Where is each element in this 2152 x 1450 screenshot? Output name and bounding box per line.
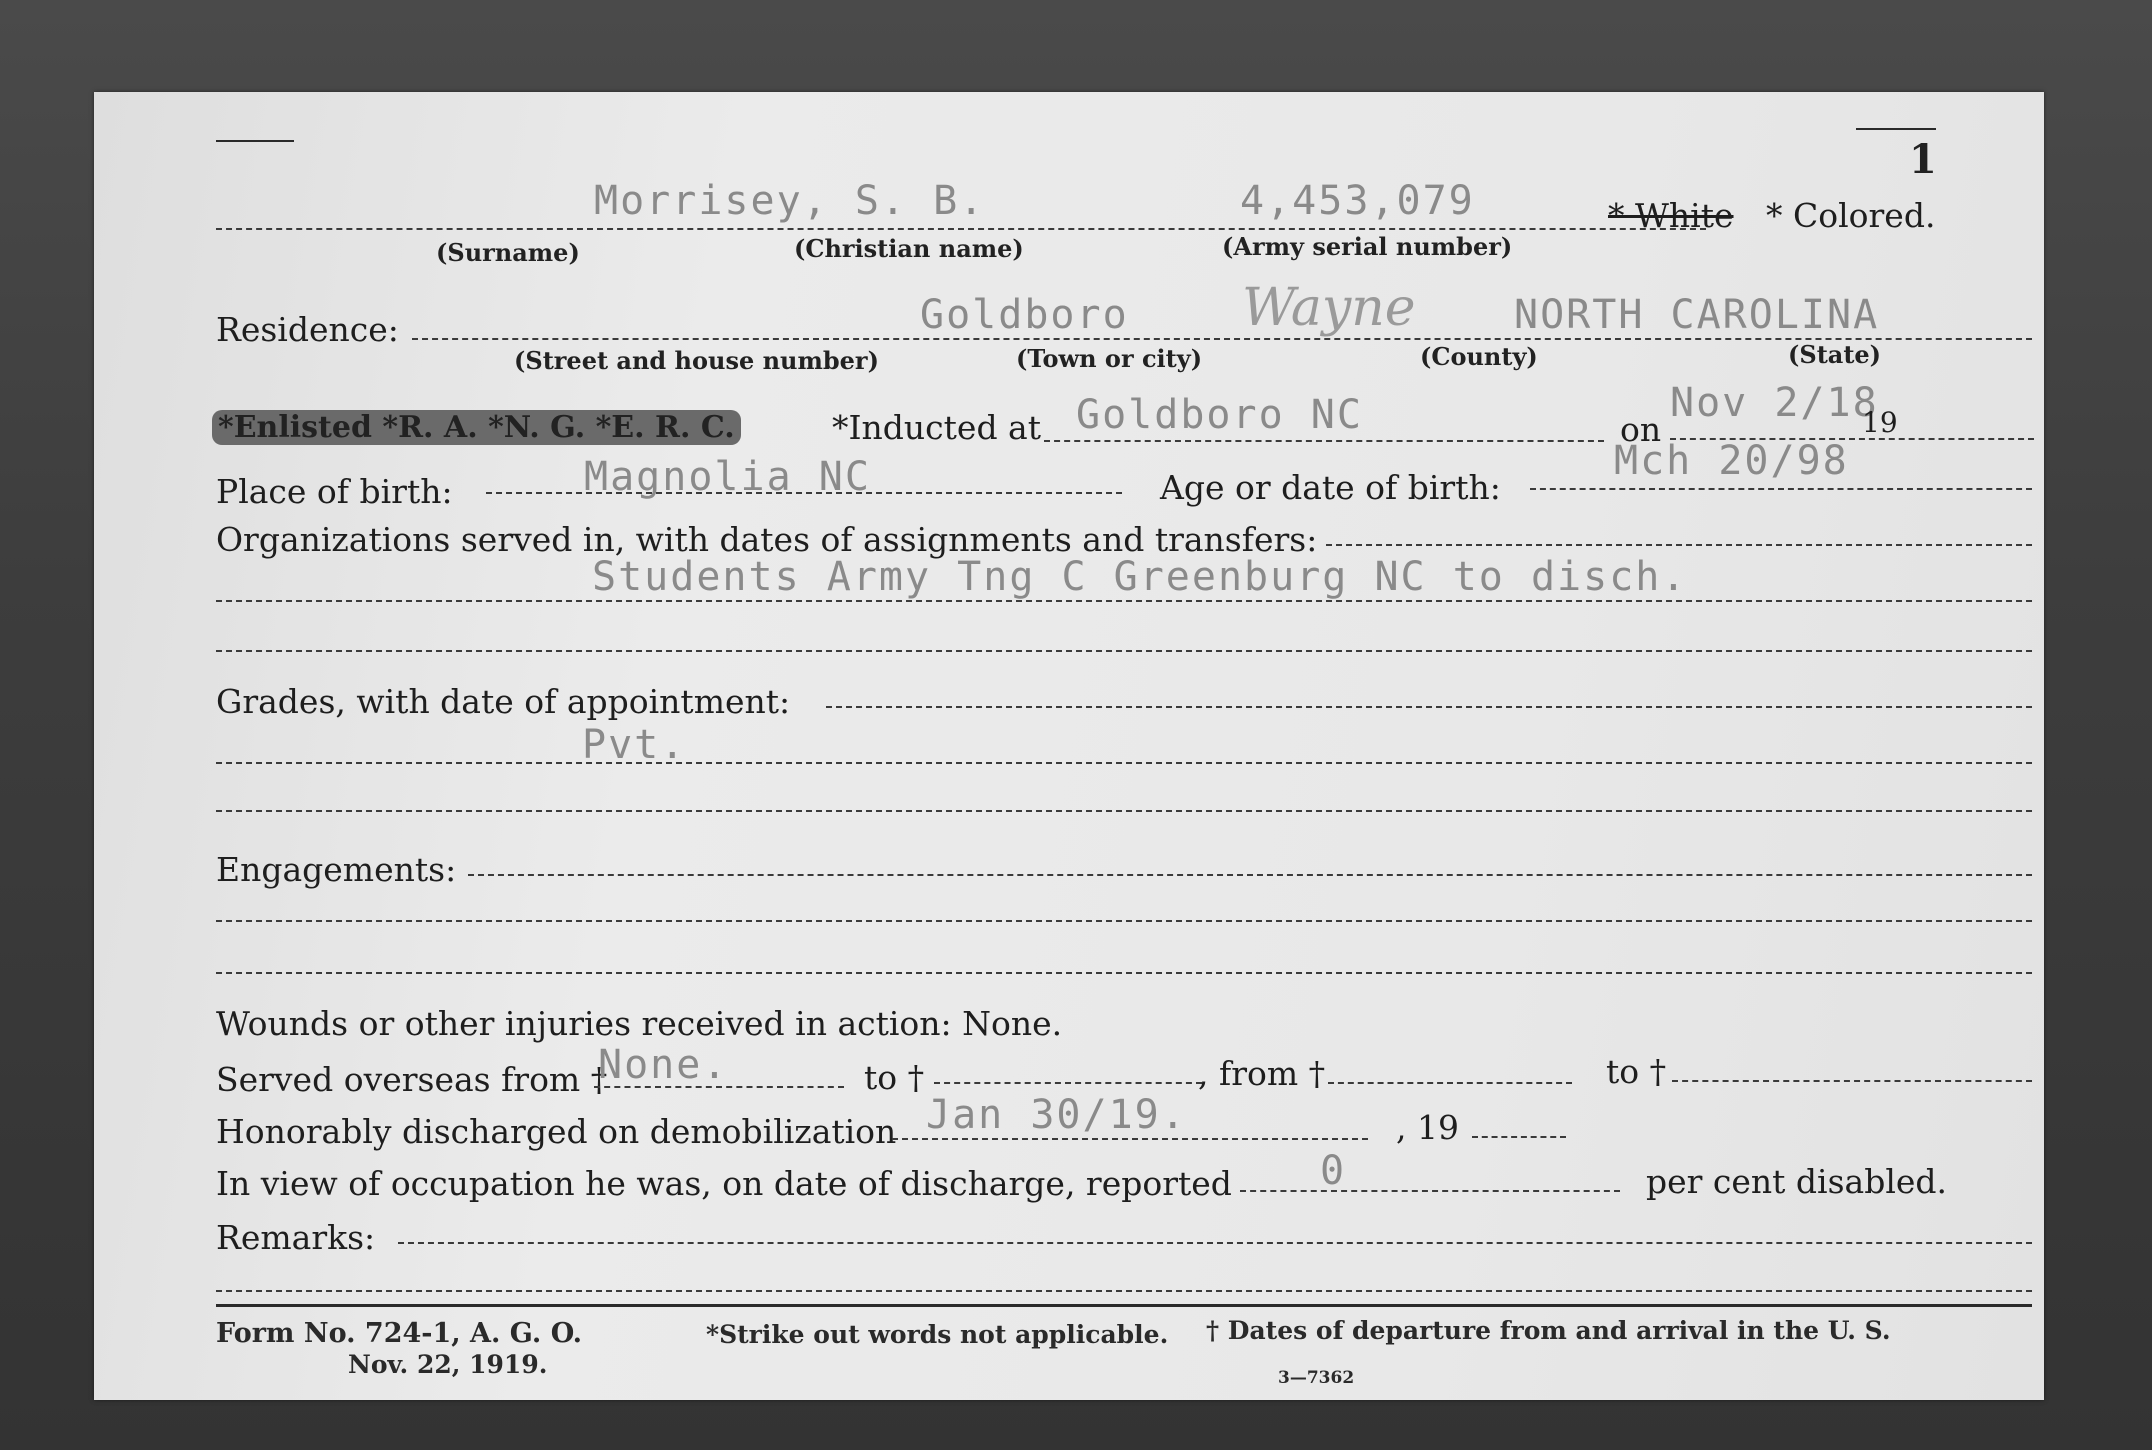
engagements-label: Engagements: — [216, 850, 457, 889]
remarks-line-1 — [398, 1242, 2032, 1244]
inducted-place: Goldboro NC — [1076, 392, 1363, 438]
residence-town: Goldboro — [920, 292, 1129, 338]
residence-state: NORTH CAROLINA — [1514, 292, 1880, 338]
footer-rule — [216, 1304, 2032, 1307]
discharge-line — [892, 1138, 1368, 1140]
print-code: 3—7362 — [1278, 1368, 1355, 1388]
caption-christian-name: (Christian name) — [794, 234, 1024, 263]
discharge-date: Jan 30/19. — [926, 1092, 1187, 1138]
grades-line-3 — [216, 810, 2032, 812]
overseas-from-value: None. — [598, 1042, 729, 1088]
corner-rule-right — [1856, 128, 1936, 130]
overseas-from2-line — [1328, 1082, 1572, 1084]
overseas-to-label: to † — [864, 1058, 925, 1097]
overseas-from-line — [594, 1086, 844, 1088]
residence-label: Residence: — [216, 310, 399, 349]
wounds-label: Wounds or other injuries received in action: None. — [216, 1004, 1063, 1043]
birth-date: Mch 20/98 — [1614, 438, 1849, 484]
disability-line — [1240, 1190, 1620, 1192]
race-white: * White — [1608, 196, 1734, 235]
engagements-line-3 — [216, 972, 2032, 974]
organizations-line-1 — [1326, 544, 2032, 546]
organizations-label: Organizations served in, with dates of assignments and transfers: — [216, 520, 1318, 559]
disability-value: 0 — [1320, 1148, 1347, 1194]
organizations-line-2 — [216, 600, 2032, 602]
strike-note: *Strike out words not applicable. — [706, 1320, 1169, 1349]
engagements-line-2 — [216, 920, 2032, 922]
caption-town: (Town or city) — [1016, 344, 1203, 373]
race-colored: * Colored. — [1766, 196, 1936, 235]
grades-line-2 — [216, 762, 2032, 764]
service-record-card — [94, 92, 2044, 1400]
birth-place-line — [486, 492, 1122, 494]
grades-label: Grades, with date of appointment: — [216, 682, 791, 721]
caption-state: (State) — [1788, 340, 1882, 369]
discharge-year-line — [1472, 1136, 1566, 1138]
birth-date-label: Age or date of birth: — [1160, 468, 1501, 507]
organizations-value: Students Army Tng C Greenburg NC to disch. — [592, 554, 1688, 600]
dates-note: † Dates of departure from and arrival in the U. S. — [1206, 1316, 1891, 1345]
overseas-to-line — [934, 1082, 1202, 1084]
disability-suffix: per cent disabled. — [1646, 1162, 1948, 1201]
engagements-line-1 — [468, 874, 2032, 876]
disability-label: In view of occupation he was, on date of discharge, reported — [216, 1164, 1232, 1203]
induction-date: Nov 2/18 — [1670, 380, 1879, 426]
inducted-line — [1044, 440, 1604, 442]
remarks-line-2 — [216, 1290, 2032, 1292]
birth-place: Magnolia NC — [584, 454, 871, 500]
form-date: Nov. 22, 1919. — [348, 1350, 548, 1379]
organizations-line-3 — [216, 650, 2032, 652]
residence-county: Wayne — [1242, 278, 1416, 338]
on-label: on — [1620, 410, 1662, 449]
overseas-label: Served overseas from † — [216, 1060, 608, 1099]
remarks-label: Remarks: — [216, 1218, 376, 1257]
overseas-to2-label: to † — [1606, 1052, 1667, 1091]
enlisted-options: *Enlisted *R. A. *N. G. *E. R. C. — [212, 410, 741, 445]
corner-rule-left — [216, 140, 294, 142]
serial-number: 4,453,079 — [1240, 178, 1475, 224]
discharge-year: , 19 — [1396, 1108, 1459, 1147]
name-line — [216, 228, 1706, 230]
grades-value: Pvt. — [582, 722, 687, 768]
overseas-to2-line — [1672, 1080, 2032, 1082]
birth-place-label: Place of birth: — [216, 472, 453, 511]
grades-line-1 — [826, 706, 2032, 708]
caption-serial: (Army serial number) — [1222, 232, 1513, 261]
caption-county: (County) — [1420, 342, 1538, 371]
overseas-from2-label: , from † — [1198, 1054, 1326, 1093]
inducted-label: *Inducted at — [832, 408, 1041, 447]
birth-date-line — [1530, 488, 2032, 490]
discharge-label: Honorably discharged on demobilization — [216, 1112, 897, 1151]
caption-street: (Street and house number) — [514, 346, 879, 375]
form-number: Form No. 724-1, A. G. O. — [216, 1318, 583, 1349]
induction-year: 19 — [1862, 406, 1898, 439]
card-number: 1 — [1909, 136, 1937, 183]
caption-surname: (Surname) — [436, 238, 580, 267]
soldier-name: Morrisey, S. B. — [594, 178, 986, 224]
